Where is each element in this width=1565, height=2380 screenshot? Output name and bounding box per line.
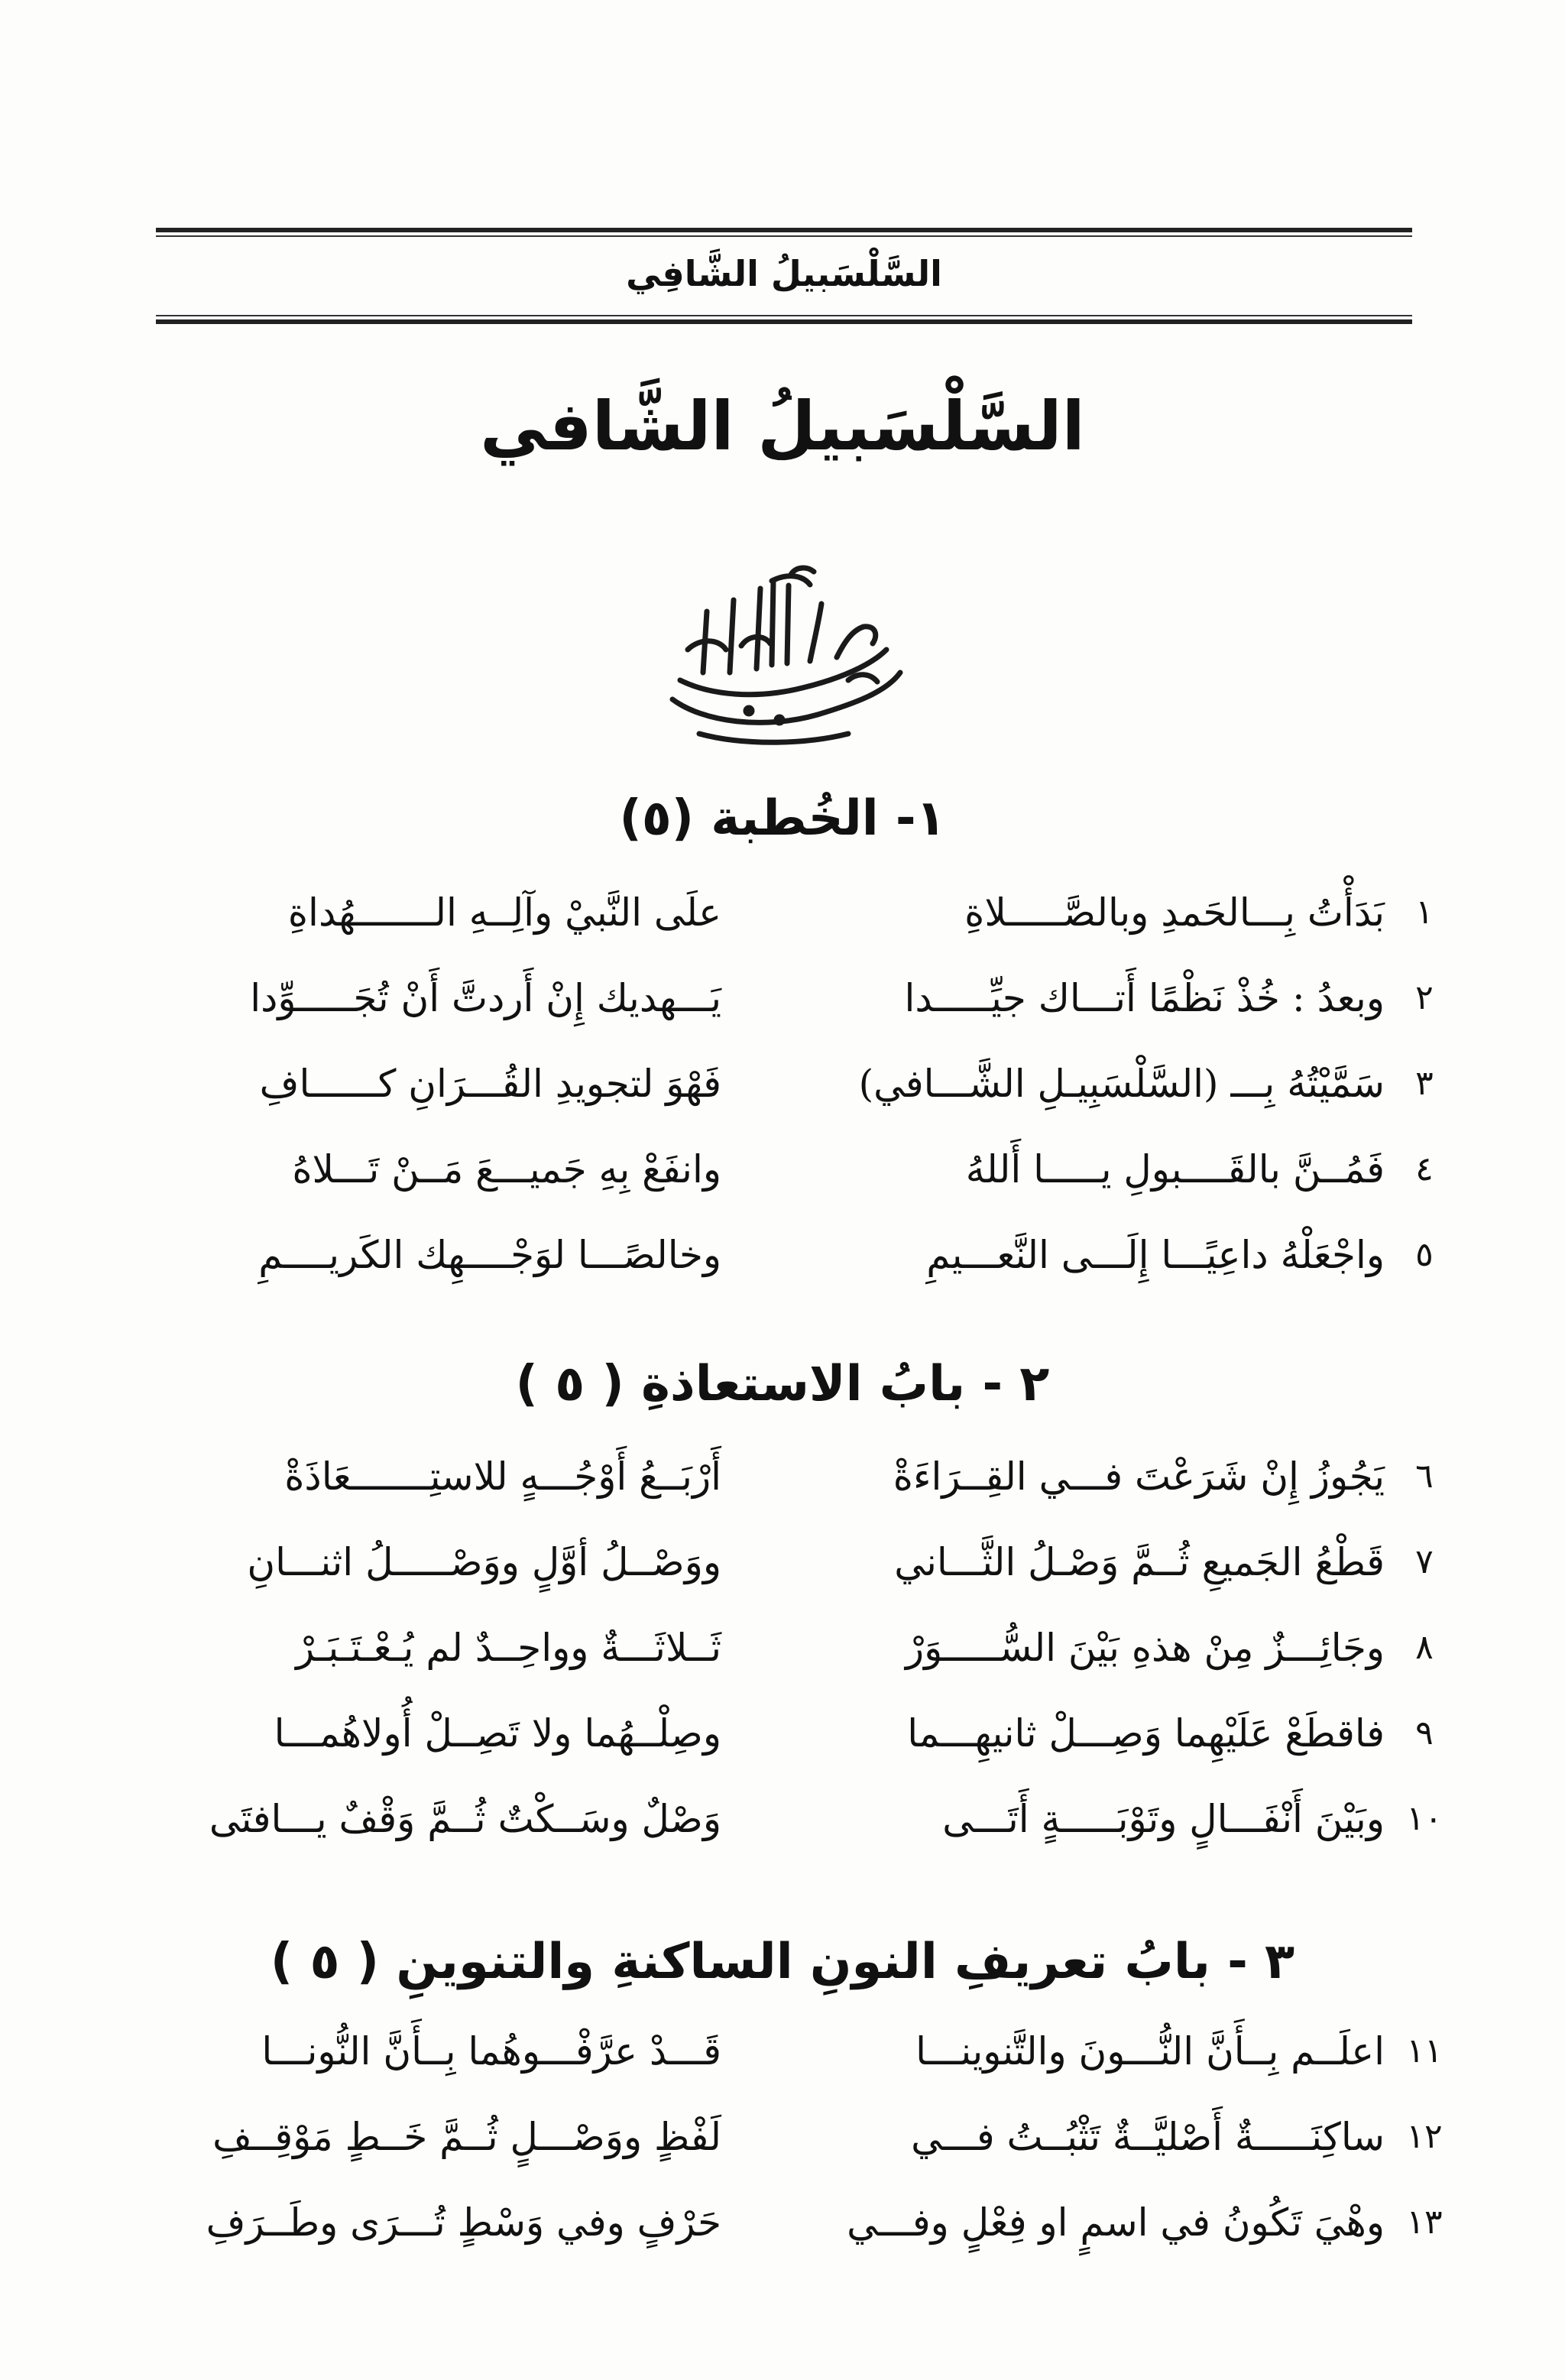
- verse-first-hemistich: سَمَّيْتُهُ بِـــ (السَّلْسَبِيـلِ الشَّـــافي): [858, 1062, 1385, 1106]
- verse-second-hemistich: وخالصًـــا لوَجْــــهِك الكَريــــمِ: [258, 1233, 721, 1277]
- verse-line: [122, 2009, 1452, 2094]
- verse-second-hemistich: حَرْفٍ وفي وَسْطٍ تُـــرَى وطَــرَفِ: [206, 2200, 721, 2245]
- verse-first-hemistich: واجْعَلْهُ داعِيًـــا إِلَـــى النَّعـــيمِ: [926, 1233, 1385, 1277]
- verse-second-hemistich: يَـــهديك إِنْ أَردتَّ أَنْ تُجَـــــوِّدا: [250, 976, 721, 1020]
- verse-number: ٥: [1415, 1235, 1434, 1274]
- verse-line: [122, 2094, 1452, 2180]
- verse-first-hemistich: وبَيْنَ أَنْفَـــالٍ وتَوْبَـــــةٍ أَتَـــى: [942, 1797, 1385, 1841]
- verse-first-hemistich: وبعدُ : خُذْ نَظْمًا أَتـــاك جيِّـــــدا: [904, 976, 1385, 1020]
- verse-first-hemistich: وجَائِـــزٌ مِنْ هذهِ بَيْنَ السُّـــــوَرْ: [906, 1626, 1385, 1670]
- verse-line: [122, 870, 1452, 955]
- verse-first-hemistich: اعلَــم بِــأَنَّ النُّـــونَ والتَّنوينـــا: [915, 2029, 1385, 2074]
- verse-line: [122, 1212, 1452, 1298]
- header-rule-bottom: [156, 315, 1412, 324]
- verse-line: [122, 1434, 1452, 1519]
- verse-first-hemistich: فاقطَعْ عَلَيْهِما وَصِـــلْ ثانيهِـــما: [907, 1711, 1385, 1756]
- verse-number: ٧: [1415, 1542, 1434, 1581]
- verse-line: [122, 1776, 1452, 1862]
- verse-first-hemistich: قَطْعُ الجَميعِ ثُــمَّ وَصْـلُ الثَّـــاني: [894, 1540, 1385, 1584]
- verse-second-hemistich: ثَــلاثَـــةٌ وواحِــدٌ لم يُـعْـتَـبَـرْ: [296, 1626, 721, 1670]
- verse-number: ٢: [1415, 978, 1434, 1017]
- verse-first-hemistich: فَمُــنَّ بالقَــــبولِ يـــــا أَللهُ: [965, 1147, 1385, 1192]
- header-rule-top: [156, 228, 1412, 237]
- basmala-calligraphy-icon: [657, 558, 909, 757]
- verse-number: ١٣: [1406, 2203, 1443, 2242]
- verse-second-hemistich: علَى النَّبيْ وآلِــهِ الـــــــهُداةِ: [287, 890, 721, 935]
- verse-line: [122, 1519, 1452, 1605]
- section-heading-khutba: ١- الخُطبة (٥): [619, 790, 946, 847]
- verse-first-hemistich: وهْيَ تَكُونُ في اسمٍ او فِعْلٍ وفـــي: [847, 2200, 1385, 2245]
- verse-second-hemistich: أَرْبَــعُ أَوْجُـــهٍ للاستِـــــــعَاذَةْ: [284, 1454, 721, 1499]
- section-heading-istiadha: ٢ - بابُ الاستعاذةِ ( ٥ ): [515, 1356, 1050, 1412]
- verse-line: [122, 1605, 1452, 1691]
- verse-number: ١٠: [1406, 1799, 1443, 1838]
- verse-line: [122, 1127, 1452, 1212]
- verse-second-hemistich: ووَصْــلُ أوَّلٍ ووَصْـــــلُ اثنـــانِ: [247, 1540, 721, 1584]
- verse-second-hemistich: فَهْوَ لتجويدِ القُـــرَانِ كــــــافِ: [259, 1062, 721, 1106]
- verse-first-hemistich: بَدَأْتُ بِـــالحَمدِ وبالصَّـــــلاةِ: [964, 890, 1385, 935]
- verse-second-hemistich: قَـــدْ عرَّفْـــوهُما بِــأَنَّ النُّونـــا: [261, 2029, 721, 2074]
- verse-line: [122, 955, 1452, 1041]
- verse-number: ٤: [1415, 1149, 1434, 1188]
- verse-number: ٦: [1415, 1457, 1434, 1496]
- verse-line: [122, 1041, 1452, 1127]
- section-heading-nun-sakina: ٣ - بابُ تعريفِ النونِ الساكنةِ والتنوينِ ( ٥ ): [270, 1934, 1295, 1990]
- verse-number: ٩: [1415, 1714, 1434, 1753]
- verse-first-hemistich: يَجُوزُ إِنْ شَرَعْتَ فـــي القِــرَاءَةْ: [893, 1454, 1385, 1499]
- verse-second-hemistich: وَصْلٌ وسَــكْتٌ ثُــمَّ وَقْفٌ يـــافتَى: [209, 1797, 721, 1841]
- verse-number: ٣: [1415, 1064, 1434, 1103]
- verse-second-hemistich: وانفَعْ بِهِ جَميـــعَ مَــنْ تَـــلاهُ: [292, 1147, 721, 1192]
- running-header: السَّلْسَبيلُ الشَّافِي: [626, 253, 942, 294]
- verse-number: ١١: [1406, 2031, 1443, 2070]
- verse-number: ٨: [1415, 1628, 1434, 1667]
- verse-second-hemistich: لَفْظٍ ووَصْـــلٍ ثُــمَّ خَــطٍ مَوْقِــفِ: [212, 2115, 721, 2159]
- verse-number: ١٢: [1406, 2117, 1443, 2156]
- verse-line: [122, 1691, 1452, 1776]
- page-title: السَّلْسَبيلُ الشَّافي: [480, 387, 1085, 465]
- verse-second-hemistich: وصِلْــهُما ولا تَصِــلْ أُولاهُمـــا: [274, 1711, 721, 1756]
- verse-first-hemistich: ساكِنَـــــةٌ أَصْليَّــةٌ تَثْبُــتُ فـــي: [911, 2115, 1385, 2159]
- verse-line: [122, 2180, 1452, 2265]
- verse-number: ١: [1415, 893, 1434, 932]
